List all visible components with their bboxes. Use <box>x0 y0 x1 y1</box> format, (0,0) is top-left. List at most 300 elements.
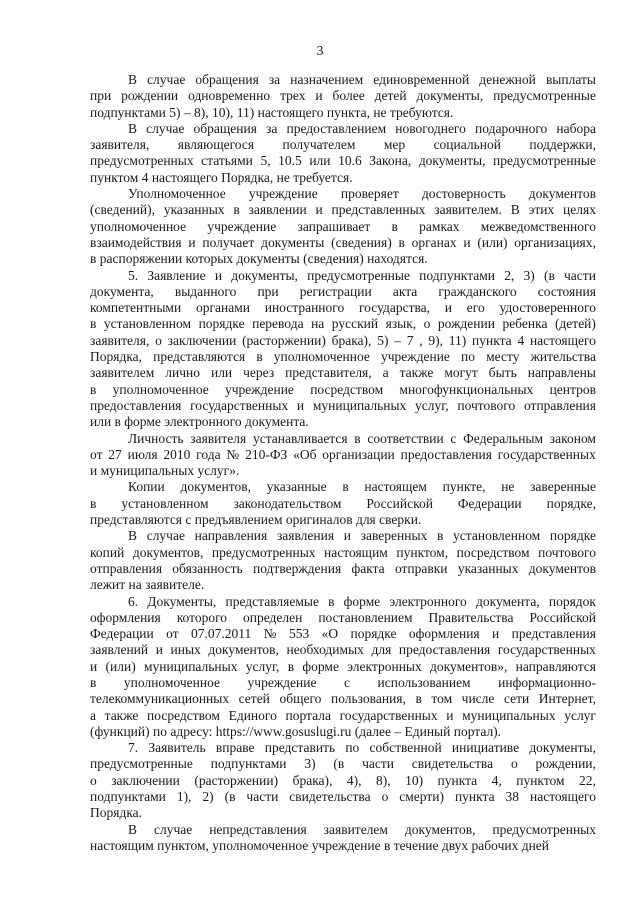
word: в <box>354 430 361 446</box>
word: предоставления <box>398 642 491 658</box>
word: инициативе <box>451 740 520 756</box>
word: представить <box>264 740 336 756</box>
paragraph <box>90 479 596 528</box>
word: заявителя, <box>90 137 150 153</box>
word: факта <box>351 560 385 576</box>
word: представляются <box>153 349 246 365</box>
word: и <box>463 234 471 250</box>
word: предоставления <box>400 446 492 462</box>
word: свидетельства <box>289 789 371 805</box>
text-line <box>90 675 596 691</box>
word: и <box>492 626 500 642</box>
text-line <box>90 153 596 169</box>
word: пунктом, <box>396 544 449 560</box>
paragraph <box>90 431 596 480</box>
word: детей <box>374 88 407 104</box>
word: электронных <box>347 658 422 674</box>
word: (сведений), <box>90 202 156 218</box>
word: центров <box>549 381 596 397</box>
word: за <box>268 72 281 87</box>
text-line <box>90 333 596 349</box>
word: заявлении <box>248 202 307 218</box>
word: в <box>328 593 335 609</box>
word: порядке <box>549 528 596 544</box>
word: гражданского <box>438 283 517 299</box>
word: от <box>166 626 179 642</box>
word: пункта <box>454 789 495 805</box>
word: необходимых <box>286 642 364 658</box>
paragraph <box>90 822 596 855</box>
word: Федерации <box>457 495 522 511</box>
word: случае <box>147 72 186 87</box>
word: части <box>362 756 394 772</box>
word: порядке, <box>546 495 596 511</box>
word: 3) <box>523 267 535 283</box>
word: вправе <box>215 740 255 756</box>
word: взаимодействия <box>90 234 182 250</box>
word: которого <box>176 609 228 625</box>
word: его <box>466 300 485 316</box>
word: органами <box>195 300 250 316</box>
word: указанных <box>457 560 519 576</box>
word: за <box>266 120 278 136</box>
word: Интернет, <box>538 691 596 707</box>
word: представления <box>511 626 596 642</box>
word: учреждение <box>207 218 277 234</box>
word: 9), <box>428 332 443 348</box>
word: муниципальных <box>312 397 407 413</box>
text-line <box>90 72 596 88</box>
word: 4), <box>346 772 362 788</box>
text-line <box>90 642 596 658</box>
word: предоставлением <box>286 120 387 136</box>
word: уполномоченное <box>273 349 370 365</box>
word: В <box>510 202 520 218</box>
text-line: и муниципальных услуг». <box>90 463 240 479</box>
word: месту <box>486 349 520 365</box>
word: в <box>90 316 97 332</box>
text-line <box>90 545 596 561</box>
word: «О <box>321 626 339 642</box>
word: Порядка, <box>90 349 143 365</box>
word: жительства <box>530 349 596 365</box>
word: № <box>263 626 277 642</box>
word: регистрации <box>299 283 372 299</box>
word: в <box>287 658 295 674</box>
text-line <box>90 447 596 463</box>
word: № <box>226 446 240 462</box>
word: посредством <box>310 381 384 397</box>
word: настоящем <box>364 479 427 495</box>
paragraph <box>90 121 596 186</box>
word: смерти) <box>399 789 444 805</box>
text-line <box>90 479 596 495</box>
word: услуг, <box>415 397 449 413</box>
word: сети <box>503 691 530 707</box>
word: муниципальных <box>462 707 556 723</box>
word: непредставления <box>209 821 307 837</box>
word: о <box>381 789 389 805</box>
text-line <box>90 496 596 512</box>
word: Уполномоченное <box>128 186 226 202</box>
word: заверенных <box>360 528 428 544</box>
word: Документы, <box>147 593 217 609</box>
word: в <box>256 349 263 365</box>
word: многофункциональных <box>399 381 534 397</box>
text-line <box>90 756 596 772</box>
word: документы, <box>231 267 298 283</box>
word: по <box>345 740 360 756</box>
word: (в <box>333 756 345 772</box>
word: подпунктами <box>210 756 287 772</box>
word: установленном <box>103 316 192 332</box>
word: получает <box>202 234 255 250</box>
word: рамках <box>419 218 460 234</box>
text-line: лежит на заявителе. <box>90 577 205 593</box>
word: брака), <box>331 332 372 348</box>
word: предусмотренных <box>90 153 194 169</box>
word: обращения <box>193 120 257 136</box>
text-line <box>90 316 596 332</box>
text-line <box>90 708 596 724</box>
text-line: представляются с предъявлением оригиналов для сверки. <box>90 512 422 528</box>
word: в <box>436 528 444 544</box>
word: документы, <box>416 88 484 104</box>
word: постановлением <box>318 609 413 625</box>
word: муниципальных <box>144 658 238 674</box>
text-line <box>90 789 596 805</box>
text-line: (функций) по адресу: https://www.gosuslugi.ru (далее – Единый портал). <box>90 723 502 739</box>
word: и <box>214 267 223 283</box>
word: направлены <box>527 365 596 381</box>
word: статьями <box>201 153 253 169</box>
word: в <box>342 479 349 495</box>
text-line: Порядка. <box>90 805 143 821</box>
word: Российской <box>366 495 433 511</box>
word: брака), <box>292 772 333 788</box>
word: в <box>391 218 398 234</box>
word: 1), <box>176 789 192 805</box>
word: трех <box>280 88 306 104</box>
word: 2) <box>202 789 214 805</box>
word: органах <box>411 234 457 250</box>
word: (в <box>224 789 236 805</box>
text-line <box>90 219 596 235</box>
word: язык, <box>385 316 417 332</box>
text-line: настоящим пунктом, уполномоченное учреждение в течение двух рабочих дней <box>90 837 550 853</box>
word: документа, <box>90 283 154 299</box>
text-line <box>90 561 596 577</box>
word: Федерации <box>90 626 154 642</box>
word: случае <box>153 821 193 837</box>
word: , <box>419 332 423 348</box>
text-line <box>90 382 596 398</box>
text-line <box>90 398 596 414</box>
word: государственных <box>190 397 289 413</box>
word: настоящего <box>529 332 596 348</box>
word: этих <box>528 202 555 218</box>
word: компетентными <box>90 300 182 316</box>
word: части <box>246 789 279 805</box>
word: «Об <box>293 446 317 462</box>
word: 553 <box>288 626 310 642</box>
word: с <box>343 674 350 690</box>
word: В <box>128 72 138 87</box>
word: одновременно <box>188 88 271 104</box>
word: а <box>90 707 96 723</box>
word: 4, <box>491 772 502 788</box>
word: поддержки, <box>529 137 596 153</box>
text-line <box>90 594 596 610</box>
word: услуг, <box>245 658 280 674</box>
word: посредством <box>456 544 530 560</box>
word: не <box>501 479 515 495</box>
word: документа, <box>475 593 540 609</box>
word: заявителя, <box>90 332 150 348</box>
word: предусмотренные <box>307 267 410 283</box>
word: посредством <box>147 707 220 723</box>
paragraph <box>90 528 596 593</box>
word: получателем <box>282 137 356 153</box>
word: установленном <box>453 528 541 544</box>
word: Заявление <box>147 267 206 283</box>
word: и <box>188 234 196 250</box>
word: 5. <box>128 267 139 283</box>
word: 7 <box>406 332 414 348</box>
word: оформления <box>408 626 480 642</box>
word: (сведения) <box>331 234 392 250</box>
text-line <box>90 365 596 381</box>
word: о <box>90 772 97 788</box>
word: о <box>423 316 431 332</box>
word: подпунктами <box>90 789 166 805</box>
document-body <box>90 72 596 854</box>
word: 07.07.2011 <box>191 626 252 642</box>
word: 8), <box>375 772 391 788</box>
word: подтверждения <box>252 560 342 576</box>
text-line <box>90 659 596 675</box>
word: представленных <box>331 202 426 218</box>
word: обращения <box>195 72 259 87</box>
word: отправки <box>394 560 448 576</box>
word: 7. <box>128 740 139 756</box>
word: учреждение <box>247 674 317 690</box>
word: услуг <box>564 707 596 723</box>
word: государственных <box>339 707 438 723</box>
word: направляются <box>515 658 596 674</box>
word: Заявитель <box>148 740 206 756</box>
word: также <box>104 707 139 723</box>
word: портала <box>285 707 331 723</box>
word: документов, <box>180 479 251 495</box>
word: документов <box>528 560 596 576</box>
word: июля <box>127 446 158 462</box>
word: достоверность <box>421 186 506 202</box>
paragraph <box>90 594 596 741</box>
word: настоящего <box>529 789 596 805</box>
word: в <box>90 674 97 690</box>
word: случае <box>146 528 185 544</box>
word: определен <box>243 609 303 625</box>
word: при <box>257 283 279 299</box>
word: 11) <box>448 332 467 348</box>
word: выплаты <box>545 72 596 87</box>
word: 2, <box>504 267 515 283</box>
word: а <box>382 365 389 381</box>
word: порядке <box>198 316 245 332</box>
word: учреждение <box>381 349 450 365</box>
word: и <box>296 397 305 413</box>
word: межведомственного <box>480 218 596 234</box>
word: лично <box>165 365 200 381</box>
word: документы <box>261 234 325 250</box>
text-line <box>90 202 596 218</box>
word: также <box>399 365 434 381</box>
word: 6. <box>128 593 139 609</box>
text-line <box>90 691 596 707</box>
word: в <box>398 234 405 250</box>
text-line: подпунктами 5) – 8), 10), 11) настоящего пункта, не требуются. <box>90 104 454 120</box>
word: от <box>90 446 103 462</box>
word: уполномоченное <box>90 218 187 234</box>
word: – <box>394 332 401 348</box>
word: проверяет <box>340 186 399 202</box>
text-line <box>90 268 596 284</box>
word: установленном <box>121 495 209 511</box>
word: русский <box>331 316 379 332</box>
text-line <box>90 137 596 153</box>
word: пользования, <box>330 691 406 707</box>
word: предусмотренные <box>493 153 596 169</box>
word: через <box>243 365 275 381</box>
word: организациях, <box>514 234 596 250</box>
word: заверенные <box>530 479 596 495</box>
word: при <box>90 88 112 104</box>
word: на <box>311 316 325 332</box>
word: акта <box>392 283 418 299</box>
word: предусмотренных <box>211 544 316 560</box>
word: иных <box>170 642 201 658</box>
word: в <box>90 495 97 511</box>
text-line <box>90 121 596 137</box>
word: отправления <box>90 560 163 576</box>
text-line <box>90 88 596 104</box>
word: 27 <box>108 446 122 462</box>
word: информационно- <box>498 674 596 690</box>
text-line <box>90 431 596 447</box>
word: учреждение <box>225 381 294 397</box>
word: заявления <box>276 528 335 544</box>
word: назначением <box>290 72 364 87</box>
word: документов, <box>132 544 204 560</box>
paragraph <box>90 268 596 431</box>
word: части <box>564 267 596 283</box>
word: уполномоченное <box>112 381 209 397</box>
word: электронного <box>389 593 467 609</box>
word: законом <box>549 430 596 446</box>
word: набора <box>556 120 596 136</box>
word: соответствии <box>367 430 444 446</box>
word: пунктом <box>516 772 565 788</box>
word: и <box>155 642 163 658</box>
word: и <box>315 88 323 104</box>
word: порядок <box>548 593 596 609</box>
text-line: или в форме электронного документа. <box>90 414 309 430</box>
word: выданного <box>174 283 237 299</box>
word: предусмотренные <box>90 756 193 772</box>
word: документов, <box>208 642 279 658</box>
word: единовременной <box>373 72 470 87</box>
word: и <box>315 202 323 218</box>
word: (детей) <box>554 316 596 332</box>
word: государства, <box>358 300 431 316</box>
word: заключении <box>167 332 237 348</box>
text-line <box>90 349 596 365</box>
text-line: в распоряжении которых документы (сведения) находятся. <box>90 251 428 267</box>
word: новогоднего <box>395 120 466 136</box>
word: отправления <box>523 397 596 413</box>
word: учреждение <box>248 186 318 202</box>
word: телекоммуникационных <box>90 691 230 707</box>
word: и <box>343 528 351 544</box>
word: устанавливается <box>252 430 348 446</box>
word: Закона, <box>369 153 412 169</box>
word: о <box>155 332 162 348</box>
word: указанных <box>163 202 225 218</box>
word: удостоверенного <box>499 300 596 316</box>
word: направления <box>194 528 268 544</box>
word: в <box>233 202 240 218</box>
word: представляемые <box>225 593 319 609</box>
word: почтового <box>538 544 596 560</box>
word: общего <box>279 691 322 707</box>
word: 2010 <box>163 446 191 462</box>
word: (или) <box>105 658 136 674</box>
word: запрашивает <box>297 218 371 234</box>
word: почтового <box>457 397 516 413</box>
word: и <box>446 707 454 723</box>
word: использованием <box>377 674 471 690</box>
word: рождении <box>437 316 495 332</box>
text-line <box>90 235 596 251</box>
word: о <box>510 756 518 772</box>
word: являющегося <box>177 137 255 153</box>
word: или <box>210 365 233 381</box>
word: или <box>309 153 331 169</box>
word: числе <box>461 691 495 707</box>
word: государственных <box>497 642 596 658</box>
word: 4 <box>517 332 525 348</box>
paragraph <box>90 186 596 267</box>
word: 5, <box>260 153 271 169</box>
word: заявителем. <box>434 202 502 218</box>
word: 10.6 <box>338 153 362 169</box>
word: 10.5 <box>278 153 302 169</box>
word: иностранного <box>264 300 345 316</box>
word: организации <box>322 446 395 462</box>
word: рождении <box>121 88 179 104</box>
word: предусмотренных <box>492 821 596 837</box>
text-line <box>90 740 596 756</box>
word: социальной <box>433 137 501 153</box>
word: государственных <box>497 446 596 462</box>
word: заявителем <box>90 365 155 381</box>
text-line <box>90 773 596 789</box>
word: указанные <box>266 479 327 495</box>
word: собственной <box>369 740 442 756</box>
word: ребенка <box>502 316 548 332</box>
word: состояния <box>537 283 596 299</box>
